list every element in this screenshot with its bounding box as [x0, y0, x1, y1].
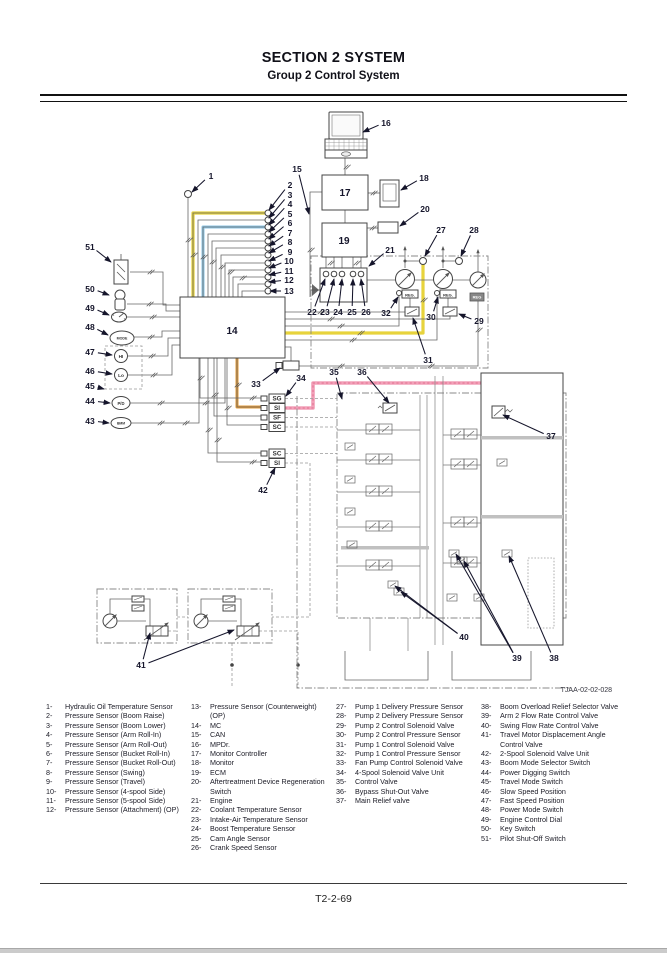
slow-speed-position-icon [115, 369, 128, 382]
callout-38: 38 [549, 653, 559, 663]
callout-arrow-1 [192, 180, 205, 192]
callout-arrow-44 [98, 402, 110, 403]
callout-arrow-45 [98, 387, 104, 389]
callout-50: 50 [85, 284, 95, 294]
legend-item-number: 15- [191, 730, 202, 740]
callout-40: 40 [459, 632, 469, 642]
engine-control-dial-icon [112, 312, 127, 322]
legend-item-22 [191, 805, 336, 814]
legend-item-29 [336, 721, 481, 730]
callout-arrow-50 [98, 291, 109, 295]
callout-33: 33 [251, 379, 261, 389]
callout-28: 28 [469, 225, 479, 235]
legend-item-text: Pressure Sensor (Bucket Roll-Out) [65, 758, 176, 768]
parts-legend [46, 702, 627, 853]
monitor-controller-label: 17 [339, 188, 351, 199]
legend-item-number: 14- [191, 720, 202, 730]
legend-item-text: Travel Mode Switch [500, 777, 563, 787]
bypass-shutout-valve-icon [378, 403, 397, 413]
callout-arrow-15 [299, 175, 309, 214]
legend-item-number: 3- [46, 720, 53, 730]
legend-item-text: 4-Spool Solenoid Valve Unit [355, 767, 444, 777]
callout-51: 51 [85, 242, 95, 252]
legend-item-number: 13- [191, 702, 202, 711]
legend-item-text: Boost Temperature Sensor [210, 824, 296, 834]
legend-item-text: 2-Spool Solenoid Valve Unit [500, 749, 589, 759]
callout-arrow-18 [401, 181, 417, 190]
legend-item-number: 38- [481, 702, 492, 711]
legend-item-text: Monitor [210, 758, 234, 768]
callout-arrow-49 [98, 310, 110, 315]
legend-item-text: CAN [210, 730, 226, 740]
solenoid-valve-unit-4spool [261, 394, 285, 432]
callout-4: 4 [287, 199, 293, 209]
callout-arrow-27 [425, 235, 437, 256]
callout-27: 27 [436, 225, 446, 235]
legend-item-number: 34- [336, 767, 347, 777]
legend-item-number: 35- [336, 777, 347, 787]
legend-item-text: Pressure Sensor (Travel) [65, 777, 146, 787]
pump1-reg-label: REG. [405, 292, 415, 298]
legend-item-number: 32- [336, 749, 347, 759]
fan-reg-label: REG [472, 294, 482, 300]
callout-8: 8 [287, 237, 293, 247]
bottom-bar [0, 948, 667, 953]
legend-item-number: 17- [191, 749, 202, 759]
key-switch-icon [115, 290, 125, 310]
legend-item-2 [46, 711, 191, 720]
legend-item-6 [46, 749, 191, 758]
engine-box [311, 268, 367, 302]
legend-item-11 [46, 796, 191, 805]
legend-item-text: Boom Mode Selector Switch [500, 758, 591, 768]
legend-item-text: ECM [210, 767, 226, 777]
legend-item-47 [481, 796, 627, 805]
legend-item-number: 44- [481, 767, 492, 777]
regeneration-switch-box [378, 222, 398, 233]
callout-arrow-43 [98, 422, 109, 423]
legend-item-39 [481, 711, 627, 720]
callout-arrow-16 [363, 125, 379, 132]
footer-rule [40, 883, 627, 884]
legend-item-50 [481, 824, 627, 833]
legend-item-number: 12- [46, 805, 57, 815]
legend-item-12 [46, 805, 191, 814]
legend-item-text: Main Relief valve [355, 796, 410, 806]
legend-item-number: 10- [46, 786, 57, 796]
legend-item-27 [336, 702, 481, 711]
legend-item-text: Pressure Sensor (Bucket Roll-In) [65, 749, 171, 759]
legend-item-42 [481, 749, 627, 758]
legend-item-16 [191, 740, 336, 749]
legend-item-text: Key Switch [500, 824, 536, 834]
legend-item-33 [336, 758, 481, 767]
legend-item-text: Travel Motor Displacement Angle Control Valve [500, 730, 606, 749]
callout-12: 12 [284, 275, 294, 285]
callout-3: 3 [287, 190, 293, 200]
legend-item-text: Hydraulic Oil Temperature Sensor [65, 702, 173, 711]
legend-item-text: Fast Speed Position [500, 796, 565, 806]
legend-item-number: 9- [46, 777, 53, 787]
fan-pump-icon [470, 272, 486, 301]
callout-arrow-34 [286, 383, 296, 396]
legend-item-text: Control Valve [355, 777, 398, 787]
legend-item-text: Crank Speed Sensor [210, 843, 277, 853]
callout-arrow-2 [269, 190, 285, 210]
callout-6: 6 [287, 218, 293, 228]
legend-item-number: 50- [481, 824, 492, 834]
travel-motor-left [97, 589, 177, 643]
legend-item-30 [336, 730, 481, 739]
legend-item-51 [481, 834, 627, 843]
legend-item-number: 41- [481, 730, 492, 740]
power-digging-switch-icon [112, 397, 130, 410]
callout-42: 42 [258, 485, 268, 495]
callout-22: 22 [307, 307, 317, 317]
legend-item-number: 48- [481, 805, 492, 815]
legend-item-number: 4- [46, 730, 53, 740]
callout-32: 32 [381, 308, 391, 318]
legend-item-number: 51- [481, 833, 492, 843]
callout-18: 18 [419, 173, 429, 183]
legend-item-13 [191, 702, 336, 721]
pilot-shutoff-switch-icon [114, 254, 128, 284]
pressure-sensor-circles [185, 191, 272, 295]
monitor-icon [380, 180, 399, 207]
legend-item-46 [481, 787, 627, 796]
callout-46: 46 [85, 366, 95, 376]
fast-speed-position-icon [115, 350, 128, 363]
callout-43: 43 [85, 416, 95, 426]
legend-column-4 [481, 702, 627, 853]
legend-item-44 [481, 768, 627, 777]
legend-item-26 [191, 843, 336, 852]
legend-item-4 [46, 730, 191, 739]
legend-item-31 [336, 740, 481, 749]
callout-15: 15 [292, 164, 302, 174]
legend-item-8 [46, 768, 191, 777]
legend-item-number: 29- [336, 720, 347, 730]
callout-34: 34 [296, 373, 306, 383]
legend-item-18 [191, 758, 336, 767]
callout-35: 35 [329, 367, 339, 377]
section-title: SECTION 2 SYSTEM [261, 50, 406, 66]
callout-37: 37 [546, 431, 556, 441]
legend-item-text: Cam Angle Sensor [210, 833, 270, 843]
port-sg-label: SG [272, 395, 282, 403]
legend-item-text: Pressure Sensor (Counterweight) (OP) [210, 702, 317, 721]
legend-item-number: 5- [46, 739, 53, 749]
callout-47: 47 [85, 347, 95, 357]
legend-item-21 [191, 796, 336, 805]
legend-item-text: Pressure Sensor (Boom Raise) [65, 711, 165, 721]
legend-item-text: Intake-Air Temperature Sensor [210, 814, 308, 824]
callout-arrow-12 [269, 281, 281, 282]
callout-49: 49 [85, 303, 95, 313]
legend-item-number: 43- [481, 758, 492, 768]
legend-item-text: Pressure Sensor (4-spool Side) [65, 786, 166, 796]
callout-39: 39 [512, 653, 522, 663]
callout-arrow-21 [369, 254, 384, 266]
legend-item-text: Pilot Shut-Off Switch [500, 833, 566, 843]
mc-label: 14 [226, 326, 238, 337]
callout-arrow-41 [143, 633, 150, 659]
legend-item-35 [336, 777, 481, 786]
legend-item-25 [191, 834, 336, 843]
legend-item-text: Pressure Sensor (5-spool Side) [65, 796, 166, 806]
legend-item-number: 6- [46, 749, 53, 759]
callout-10: 10 [284, 256, 294, 266]
legend-item-text: Arm 2 Flow Rate Control Valve [500, 711, 599, 721]
legend-item-number: 1- [46, 702, 53, 711]
callout-5: 5 [287, 209, 293, 219]
callout-23: 23 [320, 307, 330, 317]
legend-item-number: 47- [481, 796, 492, 806]
legend-item-34 [336, 768, 481, 777]
group-title: Group 2 Control System [267, 70, 400, 82]
pilot-dashed-lines [168, 399, 337, 689]
legend-item-number: 18- [191, 758, 202, 768]
legend-item-text: Pump 2 Control Pressure Sensor [355, 730, 461, 740]
legend-item-text: Pump 2 Control Solenoid Valve [355, 720, 455, 730]
power-mode-switch-icon [110, 331, 134, 345]
legend-item-19 [191, 768, 336, 777]
port-sf-label: SF [272, 414, 282, 422]
legend-item-text: Pressure Sensor (Swing) [65, 767, 145, 777]
callout-26: 26 [361, 307, 371, 317]
travel-motor-right [188, 589, 272, 643]
legend-item-9 [46, 777, 191, 786]
callout-arrow-3 [269, 199, 285, 218]
legend-item-10 [46, 787, 191, 796]
callout-arrow-4 [269, 208, 284, 225]
legend-item-number: 16- [191, 739, 202, 749]
legend-item-28 [336, 711, 481, 720]
legend-item-number: 39- [481, 711, 492, 721]
legend-item-number: 31- [336, 739, 347, 749]
legend-item-number: 42- [481, 749, 492, 759]
legend-item-14 [191, 721, 336, 730]
legend-item-32 [336, 749, 481, 758]
legend-item-17 [191, 749, 336, 758]
legend-item-text: Engine [210, 796, 233, 806]
callout-25: 25 [347, 307, 357, 317]
port-si-label: SI [274, 405, 280, 412]
callout-1: 1 [208, 171, 214, 181]
callout-arrow-28 [461, 235, 470, 256]
svg-text:Lo: Lo [118, 374, 124, 379]
legend-item-text: Pressure Sensor (Arm Roll-Out) [65, 739, 167, 749]
port-sc2-label: SC [272, 450, 282, 458]
legend-item-3 [46, 721, 191, 730]
callout-arrow-33 [263, 368, 280, 381]
port-sc-label: SC [272, 424, 282, 431]
legend-item-7 [46, 758, 191, 767]
svg-text:HI: HI [118, 355, 124, 360]
callout-arrow-51 [97, 251, 112, 263]
legend-item-number: 49- [481, 814, 492, 824]
laptop-icon [325, 112, 367, 158]
callout-9: 9 [287, 247, 293, 257]
legend-item-40 [481, 721, 627, 730]
callout-arrow-11 [269, 272, 281, 275]
legend-item-41 [481, 730, 627, 749]
callout-36: 36 [357, 367, 367, 377]
legend-item-text: Slow Speed Position [500, 786, 566, 796]
callout-arrow-40 [401, 592, 458, 634]
callout-16: 16 [381, 118, 391, 128]
legend-item-text: Pressure Sensor (Attachment) (OP) [65, 805, 179, 815]
legend-item-text: Pump 1 Delivery Pressure Sensor [355, 702, 464, 711]
boom-mode-selector-switch-icon [111, 418, 131, 429]
callout-24: 24 [333, 307, 343, 317]
legend-item-number: 11- [46, 796, 56, 806]
svg-text:P/D: P/D [117, 400, 125, 406]
legend-item-number: 23- [191, 814, 202, 824]
callout-arrow-48 [97, 329, 108, 335]
legend-item-38 [481, 702, 627, 711]
legend-item-text: Coolant Temperature Sensor [210, 805, 302, 815]
legend-item-number: 22- [191, 805, 202, 815]
legend-item-text: Fan Pump Control Solenoid Valve [355, 758, 463, 768]
callout-7: 7 [287, 228, 293, 238]
legend-item-number: 27- [336, 702, 347, 711]
callout-29: 29 [474, 316, 484, 326]
legend-item-number: 40- [481, 720, 492, 730]
page-number: T2-2-69 [315, 893, 352, 905]
legend-item-number: 30- [336, 730, 347, 740]
legend-item-24 [191, 824, 336, 833]
legend-item-number: 20- [191, 777, 202, 787]
legend-item-text: Engine Control Dial [500, 814, 562, 824]
legend-item-text: MPDr. [210, 739, 230, 749]
legend-item-text: Bypass Shut-Out Valve [355, 786, 429, 796]
callout-11: 11 [284, 266, 294, 276]
legend-item-number: 2- [46, 711, 53, 721]
legend-item-text: Pressure Sensor (Arm Roll-In) [65, 730, 162, 740]
legend-column-1 [46, 702, 191, 853]
port-si2-label: SI [274, 460, 280, 467]
legend-item-number: 26- [191, 843, 202, 853]
callout-44: 44 [85, 396, 95, 406]
callout-21: 21 [385, 245, 395, 255]
legend-item-number: 24- [191, 824, 202, 834]
legend-item-number: 45- [481, 777, 492, 787]
svg-text:BMM: BMM [116, 421, 126, 426]
legend-item-text: Pump 2 Delivery Pressure Sensor [355, 711, 464, 721]
callout-41: 41 [136, 660, 146, 670]
legend-item-37 [336, 796, 481, 805]
legend-item-49 [481, 815, 627, 824]
ecm-label: 19 [338, 236, 350, 247]
legend-item-23 [191, 815, 336, 824]
legend-item-text: Pump 1 Control Pressure Sensor [355, 749, 461, 759]
legend-item-number: 36- [336, 786, 347, 796]
callout-20: 20 [420, 204, 430, 214]
callout-arrow-32 [391, 297, 398, 308]
legend-item-36 [336, 787, 481, 796]
legend-item-text: Swing Flow Rate Control Valve [500, 720, 599, 730]
legend-item-number: 19- [191, 767, 202, 777]
pilot-junction-dot [230, 663, 234, 667]
legend-item-number: 33- [336, 758, 347, 768]
legend-item-45 [481, 777, 627, 786]
legend-item-48 [481, 805, 627, 814]
legend-item-number: 7- [46, 758, 53, 768]
legend-item-15 [191, 730, 336, 739]
legend-item-43 [481, 758, 627, 767]
legend-column-3 [336, 702, 481, 853]
legend-item-text: Pump 1 Control Solenoid Valve [355, 739, 455, 749]
legend-item-text: Aftertreatment Device Regeneration Switch [210, 777, 325, 796]
legend-item-5 [46, 740, 191, 749]
svg-text:MODE: MODE [116, 336, 128, 341]
legend-item-number: 28- [336, 711, 347, 721]
legend-item-text: Power Digging Switch [500, 767, 570, 777]
legend-item-number: 46- [481, 786, 492, 796]
legend-item-number: 25- [191, 833, 202, 843]
callout-45: 45 [85, 381, 95, 391]
callout-2: 2 [287, 180, 293, 190]
callout-arrow-29 [459, 314, 471, 319]
legend-item-text: MC [210, 720, 222, 730]
solenoid-valve-unit-2spool [261, 449, 285, 468]
callout-13: 13 [284, 286, 294, 296]
legend-item-text: Monitor Controller [210, 749, 268, 759]
callout-arrow-20 [400, 212, 418, 226]
legend-item-number: 21- [191, 796, 202, 806]
legend-item-1 [46, 702, 191, 711]
callout-arrow-36 [367, 377, 389, 404]
pump2-reg-label: REG. [443, 292, 453, 298]
legend-column-2 [191, 702, 336, 853]
callout-31: 31 [423, 355, 433, 365]
figure-code: TJAA-02-02-028 [560, 687, 612, 694]
legend-item-number: 8- [46, 767, 53, 777]
callout-48: 48 [85, 322, 95, 332]
legend-item-20 [191, 777, 336, 796]
legend-item-text: Boom Overload Relief Selector Valve [500, 702, 619, 711]
callout-arrow-42 [267, 468, 275, 485]
callout-30: 30 [426, 312, 436, 322]
legend-item-text: Power Mode Switch [500, 805, 564, 815]
legend-item-number: 37- [336, 796, 347, 806]
legend-item-text: Pressure Sensor (Boom Lower) [65, 720, 166, 730]
